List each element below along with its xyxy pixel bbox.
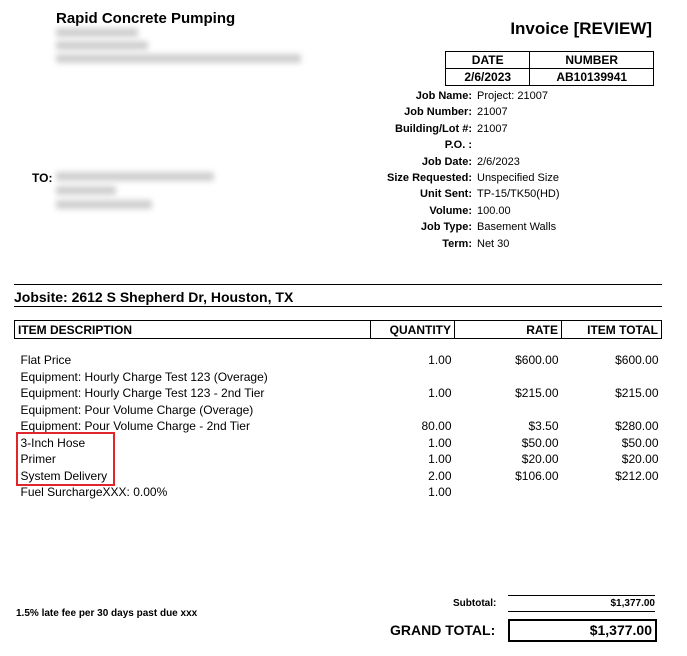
subtotal-divider bbox=[508, 611, 655, 612]
date-header: DATE bbox=[446, 52, 530, 69]
item-total: $20.00 bbox=[621, 452, 659, 466]
subtotal-divider bbox=[508, 595, 655, 596]
item-description: Equipment: Pour Volume Charge - 2nd Tier bbox=[20, 419, 250, 433]
job-info-label: Size Requested: bbox=[387, 171, 472, 184]
subtotal-value: $1,377.00 bbox=[610, 598, 655, 609]
item-description: Equipment: Hourly Charge Test 123 (Overage) bbox=[20, 369, 268, 384]
item-total: $215.00 bbox=[615, 386, 659, 400]
item-rate bbox=[455, 402, 562, 419]
job-info-row bbox=[330, 219, 660, 235]
job-info-row bbox=[330, 186, 660, 202]
item-quantity bbox=[371, 369, 455, 386]
item-rate: $3.50 bbox=[528, 419, 559, 433]
item-rate: $106.00 bbox=[515, 468, 559, 483]
job-info-row bbox=[330, 137, 660, 153]
item-quantity: 80.00 bbox=[421, 419, 452, 433]
item-quantity: 1.00 bbox=[428, 386, 452, 400]
job-info-value: Unspecified Size bbox=[477, 171, 559, 184]
invoice-number: AB10139941 bbox=[530, 69, 654, 86]
job-info-row bbox=[330, 170, 660, 186]
invoice-title: Invoice [REVIEW] bbox=[510, 19, 652, 38]
invoice-date: 2/6/2023 bbox=[446, 69, 530, 86]
company-address-redacted bbox=[56, 54, 301, 63]
item-total bbox=[562, 402, 662, 419]
company-address-redacted bbox=[56, 41, 148, 50]
job-info-row bbox=[330, 236, 660, 252]
item-rate bbox=[455, 369, 562, 386]
item-rate bbox=[455, 484, 562, 501]
job-info-label: Job Type: bbox=[420, 221, 472, 234]
highlight-box bbox=[16, 432, 115, 486]
job-info-value: 21007 bbox=[477, 122, 508, 135]
grand-total-label: GRAND TOTAL: bbox=[390, 622, 496, 638]
item-description: Equipment: Pour Volume Charge (Overage) bbox=[20, 402, 254, 417]
job-info-label: Building/Lot #: bbox=[395, 122, 472, 135]
late-fee-note: 1.5% late fee per 30 days past due xxx bbox=[16, 608, 198, 619]
subtotal-label: Subtotal: bbox=[453, 598, 497, 609]
job-info-label: Term: bbox=[442, 237, 472, 250]
item-total: $50.00 bbox=[621, 435, 659, 450]
item-quantity bbox=[371, 402, 455, 419]
grand-total-box bbox=[508, 619, 657, 642]
item-total-header: ITEM TOTAL bbox=[562, 321, 662, 339]
recipient-address-redacted bbox=[56, 186, 116, 195]
item-total: $212.00 bbox=[615, 468, 659, 483]
item-rate: $215.00 bbox=[515, 386, 559, 400]
table-row bbox=[15, 352, 662, 369]
item-total bbox=[562, 369, 662, 386]
job-info-value: Basement Walls bbox=[477, 221, 557, 234]
to-label: TO: bbox=[32, 171, 53, 185]
job-info-label: Job Number: bbox=[404, 106, 472, 119]
job-info-row bbox=[330, 203, 660, 219]
job-info-value: Net 30 bbox=[477, 237, 510, 250]
item-rate: $600.00 bbox=[515, 353, 559, 367]
recipient-address-redacted bbox=[56, 200, 152, 209]
rate-header: RATE bbox=[455, 321, 562, 339]
divider bbox=[14, 284, 662, 285]
jobsite-address: Jobsite: 2612 S Shepherd Dr, Houston, TX bbox=[14, 289, 294, 305]
item-quantity: 2.00 bbox=[428, 468, 452, 483]
item-total bbox=[562, 484, 662, 501]
job-info-value: TP-15/TK50(HD) bbox=[477, 188, 560, 201]
item-description: System Delivery bbox=[20, 468, 108, 483]
item-quantity: 1.00 bbox=[428, 353, 452, 367]
item-quantity: 1.00 bbox=[428, 435, 452, 450]
item-description: Fuel SurchargeXXX: 0.00% bbox=[20, 485, 168, 499]
grand-total-value: $1,377.00 bbox=[589, 622, 652, 638]
job-info-label: P.O. : bbox=[444, 139, 472, 152]
job-info-label: Volume: bbox=[429, 204, 472, 217]
item-rate: $20.00 bbox=[521, 452, 559, 466]
recipient-address-redacted bbox=[56, 172, 214, 181]
number-header: NUMBER bbox=[530, 52, 654, 69]
job-info-row bbox=[330, 104, 660, 120]
description-header: ITEM DESCRIPTION bbox=[15, 321, 371, 339]
table-row bbox=[15, 484, 662, 501]
job-info-value: 21007 bbox=[477, 106, 508, 119]
company-address-redacted bbox=[56, 28, 138, 37]
item-quantity: 1.00 bbox=[428, 485, 452, 499]
item-description: Equipment: Hourly Charge Test 123 - 2nd Tier bbox=[20, 386, 265, 400]
table-row bbox=[15, 385, 662, 402]
job-info-label: Job Date: bbox=[421, 155, 472, 168]
item-description: 3-Inch Hose bbox=[20, 435, 86, 450]
job-info-label: Job Name: bbox=[415, 90, 472, 102]
table-row bbox=[15, 369, 662, 386]
item-description: Flat Price bbox=[20, 353, 72, 367]
job-info-value: Project: 21007 bbox=[477, 90, 548, 102]
company-name: Rapid Concrete Pumping bbox=[56, 10, 236, 27]
quantity-header: QUANTITY bbox=[371, 321, 455, 339]
item-total: $280.00 bbox=[615, 419, 659, 433]
date-number-table bbox=[445, 51, 654, 86]
item-rate: $50.00 bbox=[521, 435, 559, 450]
job-info-row bbox=[330, 88, 660, 104]
table-row bbox=[15, 402, 662, 419]
job-info-label: Unit Sent: bbox=[420, 188, 472, 201]
job-info bbox=[330, 88, 660, 252]
divider bbox=[14, 306, 662, 307]
item-description: Primer bbox=[20, 452, 56, 466]
job-info-value: 100.00 bbox=[477, 204, 511, 217]
job-info-value bbox=[477, 137, 660, 153]
item-total: $600.00 bbox=[615, 353, 659, 367]
job-info-row bbox=[330, 154, 660, 170]
job-info-row bbox=[330, 121, 660, 137]
job-info-value: 2/6/2023 bbox=[477, 155, 520, 168]
item-quantity: 1.00 bbox=[428, 452, 452, 466]
